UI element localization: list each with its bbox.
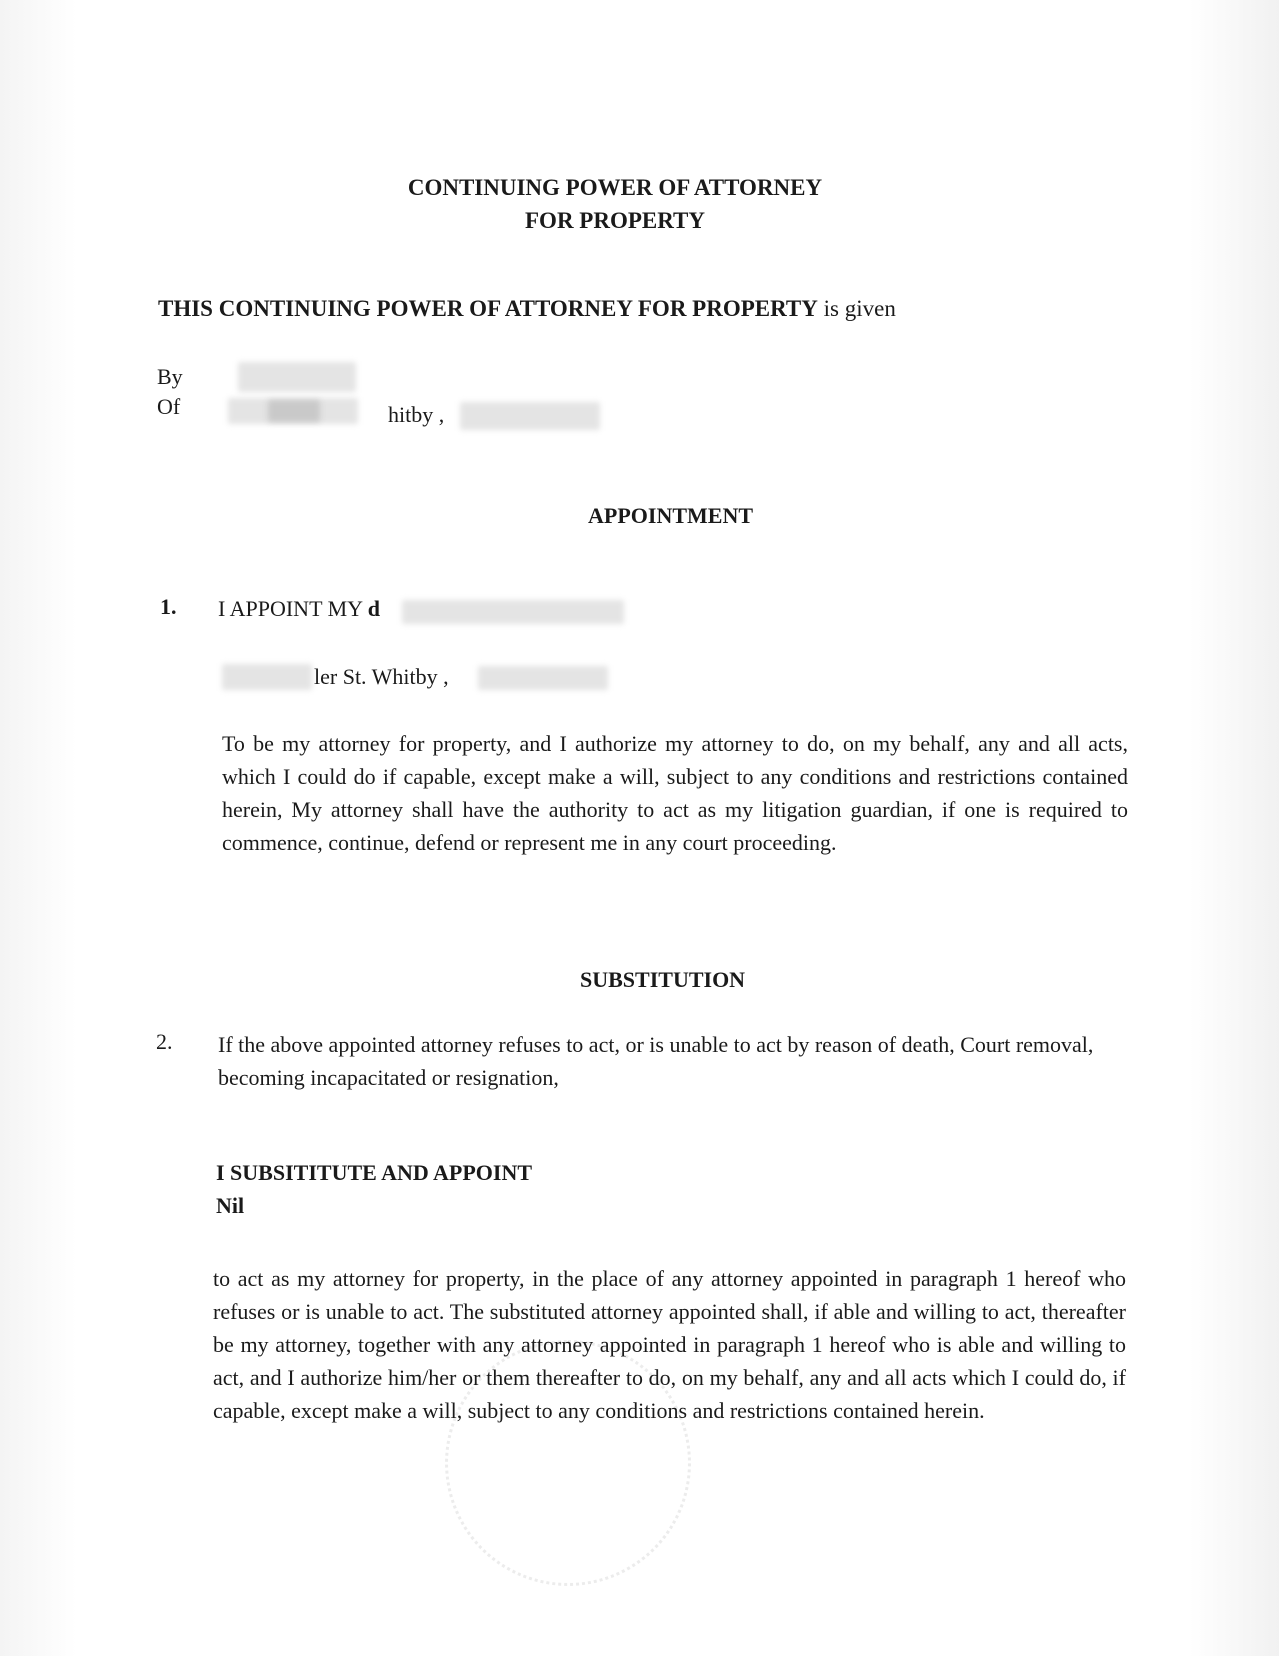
redacted-attorney-address-end bbox=[478, 666, 608, 690]
intro-rest: is given bbox=[817, 296, 896, 321]
substitution-body: to act as my attorney for property, in the place of any attorney appointed in paragraph 1 hereof who refuses or is unable to act. The substituted attorney appointed shall, if able and willing to act, thereafter be my attorney, together with any attorney appointed in paragraph 1 hereof who is able and willing to act, and I authorize him/her or them thereafter to do, on my behalf, any and all acts which I could do, if capable, except make a will, subject to any conditions and restrictions contained herein. bbox=[213, 1266, 1126, 1423]
clause2-text: If the above appointed attorney refuses to act, or is unable to act by reason of death, Court removal, becoming incapacitated or resignation, bbox=[218, 1032, 1094, 1090]
substitution-heading: SUBSTITUTION bbox=[580, 967, 746, 992]
by-label: By bbox=[157, 364, 183, 389]
clause1-label: I APPOINT MY bbox=[218, 596, 363, 621]
of-label: Of bbox=[157, 394, 181, 419]
redacted-address-end bbox=[460, 402, 600, 430]
attorney-address-partial: ler St. Whitby , bbox=[314, 664, 449, 689]
document-title-line1: CONTINUING POWER OF ATTORNEY bbox=[407, 175, 823, 200]
appointment-heading: APPOINTMENT bbox=[588, 503, 753, 528]
document-title-line2: FOR PROPERTY bbox=[525, 208, 705, 233]
clause1-text bbox=[218, 592, 380, 625]
redacted-address-mid bbox=[268, 400, 320, 422]
redacted-name bbox=[238, 362, 356, 392]
clause1-number: 1. bbox=[160, 594, 177, 619]
redacted-attorney-name bbox=[402, 600, 624, 624]
intro-bold: THIS CONTINUING POWER OF ATTORNEY FOR PROPERTY bbox=[158, 296, 818, 321]
substitute-value: Nil bbox=[216, 1193, 245, 1218]
substitute-heading: I SUBSITITUTE AND APPOINT bbox=[216, 1160, 533, 1185]
clause2-number: 2. bbox=[156, 1029, 173, 1054]
intro-line bbox=[158, 292, 896, 325]
redacted-attorney-address-start bbox=[222, 664, 312, 690]
appointment-body: To be my attorney for property, and I authorize my attorney to do, on my behalf, any and all acts, which I could do if capable, except make a will, subject to any conditions and restrictions contained herein, My attorney shall have the authority to act as my litigation guardian, if one is required to commence, continue, defend or represent me in any court proceeding. bbox=[222, 731, 1128, 855]
clause1-partial: d bbox=[367, 596, 380, 621]
of-partial-text: hitby , bbox=[388, 402, 445, 427]
